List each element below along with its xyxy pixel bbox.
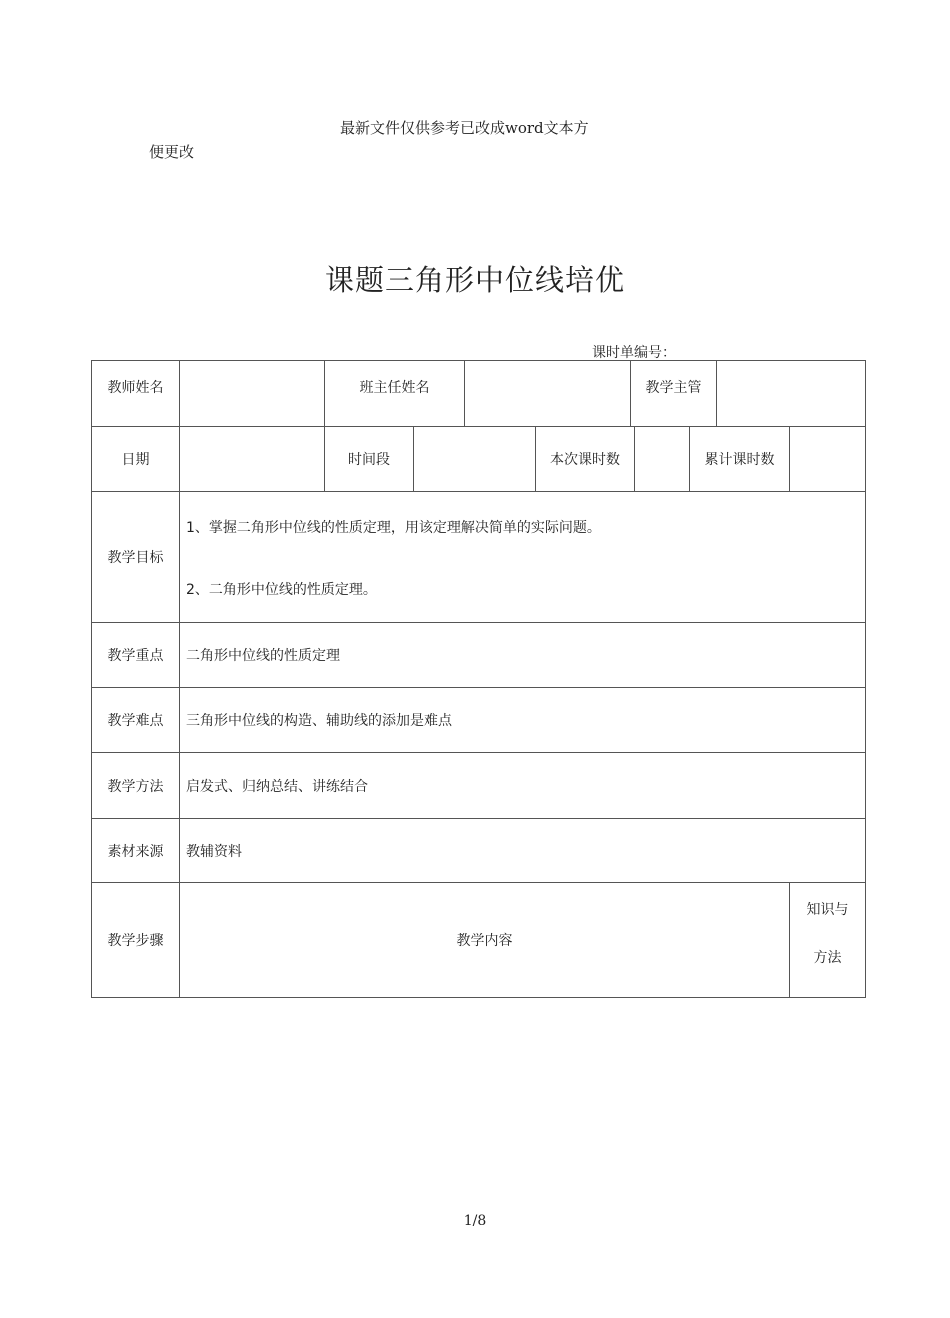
materials-value: 教辅资料 xyxy=(179,819,865,882)
goals-label: 教学目标 xyxy=(107,550,164,566)
difficulties-value: 三角形中位线的构造、辅助线的添加是难点 xyxy=(179,688,865,752)
teacher-name-label: 教师姓名 xyxy=(107,380,164,396)
key-points-label: 教学重点 xyxy=(107,648,164,664)
goal-item-1: 1、掌握二角形中位线的性质定理，用该定理解决简单的实际问题。 xyxy=(186,520,601,536)
knowledge-method-label xyxy=(789,883,865,997)
table-row-steps xyxy=(91,882,866,998)
goals-content xyxy=(179,492,865,622)
table-row-difficulties xyxy=(91,687,866,753)
table-row-staff xyxy=(91,360,866,427)
teacher-name-value[interactable] xyxy=(179,361,324,426)
lesson-count-label: 本次课时数 xyxy=(535,427,634,491)
page-title: 课题三角形中位线培优 xyxy=(324,263,625,297)
class-teacher-value[interactable] xyxy=(464,361,630,426)
content-label: 教学内容 xyxy=(179,883,789,997)
lesson-count-value[interactable] xyxy=(634,427,689,491)
difficulties-label: 教学难点 xyxy=(107,713,164,729)
steps-label: 教学步骤 xyxy=(107,933,164,949)
time-slot-label: 时间段 xyxy=(324,427,413,491)
knowledge-label-line2: 方法 xyxy=(813,950,842,966)
total-count-value[interactable] xyxy=(789,427,865,491)
date-label: 日期 xyxy=(121,452,150,468)
methods-label: 教学方法 xyxy=(107,778,164,795)
class-teacher-label: 班主任姓名 xyxy=(324,361,464,426)
knowledge-label-line1: 知识与 xyxy=(806,902,849,918)
total-count-label: 累计课时数 xyxy=(689,427,789,491)
key-points-value: 二角形中位线的性质定理 xyxy=(179,623,865,687)
header-notice-line1: 最新文件仅供参考已改成word文本方 xyxy=(340,119,589,137)
supervisor-value[interactable] xyxy=(716,361,865,426)
header-notice-line2: 便更改 xyxy=(149,143,195,161)
table-row-materials xyxy=(91,818,866,883)
time-slot-value[interactable] xyxy=(413,427,535,491)
table-row-schedule xyxy=(91,426,866,492)
date-value[interactable] xyxy=(179,427,324,491)
table-row-goals xyxy=(91,491,866,623)
table-row-key-points xyxy=(91,622,866,688)
goal-item-2: 2、二角形中位线的性质定理。 xyxy=(186,582,377,598)
page-number: 1/8 xyxy=(463,1213,487,1229)
materials-label: 素材来源 xyxy=(107,843,164,860)
serial-label: 课时单编号： xyxy=(592,345,676,361)
methods-value: 启发式、归纳总结、讲练结合 xyxy=(179,753,865,818)
table-row-methods xyxy=(91,752,866,819)
supervisor-label: 教学主管 xyxy=(630,361,716,426)
